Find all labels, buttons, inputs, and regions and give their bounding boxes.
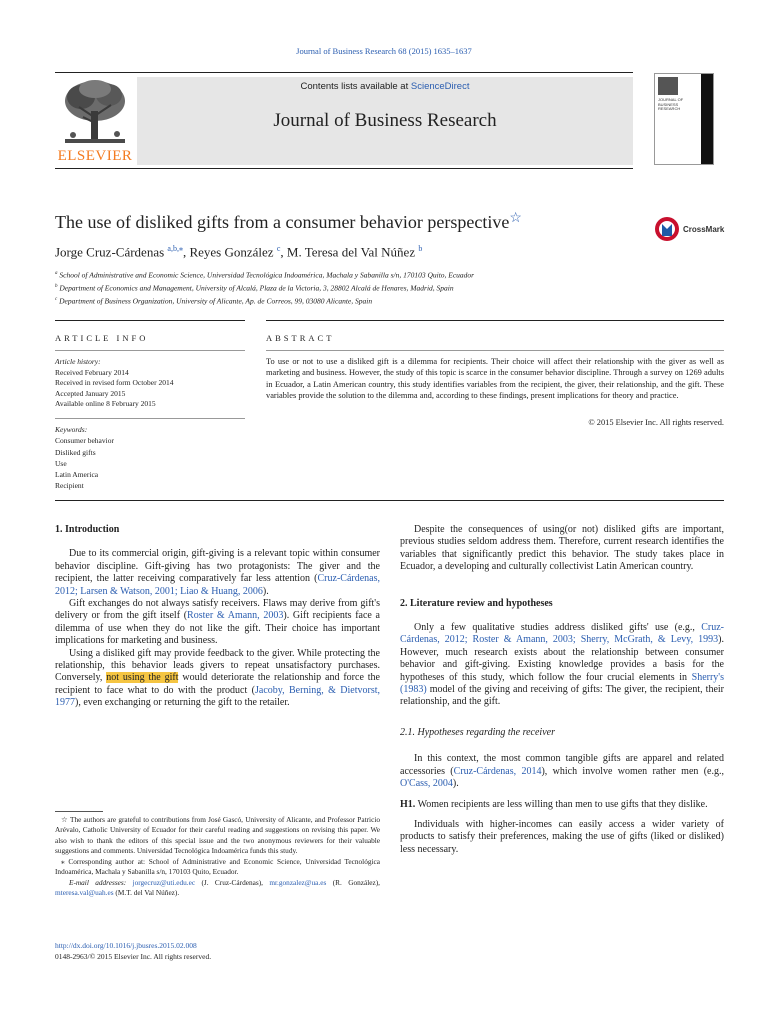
article-info-heading: ARTICLE INFO — [55, 333, 149, 343]
history-item: Accepted January 2015 — [55, 388, 126, 398]
author-name: M. Teresa del Val Núñez — [286, 244, 419, 260]
hypothesis-label: H1. — [400, 798, 416, 810]
elsevier-tree-logo — [55, 77, 133, 147]
crossmark-icon — [654, 216, 680, 242]
history-item: Received February 2014 — [55, 367, 129, 377]
highlighted-text[interactable]: not using the gift — [106, 672, 179, 684]
journal-reference[interactable]: Journal of Business Research 68 (2015) 1635–1637 — [296, 46, 472, 56]
abstract-rule — [266, 350, 724, 351]
email-owner: (M.T. del Val Núñez). — [113, 888, 180, 898]
paragraph-text: ), even exchanging or returning the gift to the retailer. — [75, 697, 290, 709]
doi-link[interactable]: http://dx.doi.org/10.1016/j.jbusres.2015.02.008 — [55, 941, 197, 950]
affiliation-marker: b — [55, 284, 58, 289]
keywords — [55, 424, 245, 492]
right-column — [400, 524, 724, 856]
affiliation-text: Department of Business Organization, University of Alicante, Ap. de Correos, 99, 03080 Alicante, Spain — [57, 296, 373, 306]
citation-link[interactable]: Roster & Amann, 2003 — [187, 610, 284, 622]
keywords-rule — [55, 418, 245, 419]
article-history — [55, 357, 245, 410]
affiliation-marker: c — [55, 297, 58, 302]
contents-line — [137, 81, 633, 92]
cover-spine — [701, 74, 713, 164]
abstract-top-rule — [266, 320, 724, 321]
header-top-rule — [55, 72, 633, 73]
doi-block — [55, 940, 380, 962]
history-item: Received in revised form October 2014 — [55, 378, 174, 387]
intro-paragraph-4: Despite the consequences of using(or not) disliked gifts are important, previous studies seldom address them. Therefore, current research identifies the variables that significantly predict this behavior. The study takes place in Ecuador, a developing and culturally collectivist Latin American country. — [400, 524, 724, 573]
section-heading-literature: 2. Literature review and hypotheses — [400, 597, 553, 609]
keywords-label: Keywords: — [55, 425, 88, 434]
citation-link[interactable]: Cruz-Cárdenas, 2012; Larsen & Watson, 2001; Liao & Huang, 2006 — [55, 573, 380, 597]
article-title-text: The use of disliked gifts from a consumer behavior perspective — [55, 212, 510, 232]
issn-copyright: 0148-2963/© 2015 Elsevier Inc. All rights reserved. — [55, 952, 212, 961]
author-affil-link[interactable]: b — [418, 244, 423, 253]
literature-paragraph-1 — [400, 622, 724, 709]
paragraph-text: ). Gift recipients face a dilemma of use when they do not like the gift. Their choice has important implications for marketing and business. — [55, 610, 380, 647]
keyword: Recipient — [55, 481, 84, 491]
paragraph-text: ). — [262, 585, 269, 597]
email-link[interactable]: mteresa.val@uah.es — [55, 888, 114, 898]
affiliations — [55, 268, 655, 307]
affiliation-marker: a — [55, 271, 58, 276]
affiliation-a — [55, 268, 655, 281]
hypothesis-text: Women recipients are less willing than men to use gifts that they dislike. — [415, 798, 708, 810]
paragraph-text: ), which involve women rather men (e.g., — [541, 765, 724, 777]
affiliation-b — [55, 281, 655, 294]
keyword: Use — [55, 458, 67, 468]
author-separator: , — [280, 244, 287, 260]
author-affil-link[interactable]: c — [276, 244, 281, 253]
paragraph-text: Gift exchanges do not always satisfy receivers. Flaws may derive from gift's delivery or from the gift itself ( — [55, 598, 380, 622]
article-info-rule — [55, 350, 245, 351]
citation-link[interactable]: Cruz-Cárdenas, 2012; Roster & Amann, 2003; Sherry, McGrath, & Levy, 1993 — [400, 622, 724, 646]
paragraph-text: would deteriorate the relationship and force the recipient to face what to do with the product ( — [55, 672, 380, 696]
journal-title: Journal of Business Research — [273, 110, 497, 131]
citation-link[interactable]: Jacoby, Berning, & Dietvorst, 1977 — [55, 684, 380, 709]
sciencedirect-link[interactable]: ScienceDirect — [410, 81, 470, 92]
paragraph-text: Due to its commercial origin, gift-giving is a relevant topic within consumer behavior discipline. Gift-giving has two protagonists: The giver and the recipient, the latter receiving comparatively far less attention ( — [55, 548, 380, 585]
paragraph-text: ). However, much research exists about the relationship between consumer behavior and gift-giving. Existing knowledge provides a basis for the hypotheses of this study, which follow the four crucial elements in — [400, 634, 724, 683]
keyword: Disliked gifts — [55, 447, 96, 457]
footnote-marker: ⁎ — [61, 857, 65, 867]
author-name: Jorge Cruz-Cárdenas — [55, 244, 168, 260]
citation-link[interactable]: Sherry's (1983) — [400, 671, 724, 696]
section-heading-introduction: 1. Introduction — [55, 524, 120, 535]
intro-paragraph-1 — [55, 548, 380, 598]
hypothesis-h1 — [400, 799, 724, 811]
history-item: Available online 8 February 2015 — [55, 399, 156, 408]
footnote-marker: ☆ — [61, 815, 68, 824]
header-bottom-rule — [55, 168, 633, 169]
affiliation-c — [55, 294, 655, 307]
abstract-copyright: © 2015 Elsevier Inc. All rights reserved. — [588, 418, 724, 427]
footnote-corresponding — [55, 857, 380, 878]
footnote-emails — [55, 878, 380, 899]
article-title — [55, 210, 635, 233]
citation-link[interactable]: Cruz-Cárdenas, 2014 — [453, 765, 542, 777]
author-separator: , — [182, 244, 190, 260]
keyword: Consumer behavior — [55, 436, 114, 446]
title-footnote-star[interactable]: ☆ — [509, 211, 522, 226]
subsection-heading-receiver: 2.1. Hypotheses regarding the receiver — [400, 726, 555, 738]
left-column — [55, 524, 380, 710]
paragraph-text: In this context, the most common tangible gifts are apparel and related accessories ( — [400, 753, 724, 777]
contents-prefix: Contents lists available at — [300, 81, 411, 92]
author-affil-link[interactable]: a,b,⁎ — [167, 244, 183, 253]
cover-image — [658, 77, 678, 95]
footnote-text: Corresponding author at: School of Administrative and Economic Science, Universidad Tecnológica Indoamérica, Machala y Sabanilla s/n, 170103 Quito, Ecuador. — [55, 857, 380, 877]
email-link[interactable]: jorgecruz@uti.edu.ec — [132, 877, 196, 887]
footnote-text: The authors are grateful to contributions from José Gascó, University of Alicante, and Professor Patricio Arévalo, Catholic University of Ecuador for their careful reading and suggestions on revising this paper. We also wish to thank the editors of this special issue and the two anonymous reviewers for their valuable suggestions and comments. Universidad Tecnológica Indoamérica funds this study. — [55, 815, 380, 855]
email-owner: (R. González), — [326, 877, 380, 887]
article-info-top-rule — [55, 320, 245, 321]
crossmark-label: CrossMark — [683, 225, 725, 234]
citation-link[interactable]: O'Cass, 2004 — [400, 778, 453, 790]
footnote-acknowledgement — [55, 815, 380, 856]
front-matter-bottom-rule — [55, 500, 724, 501]
paragraph-text: model of the giving and receiving of gifts: The giver, the recipient, their relationship, and the gift. — [400, 684, 724, 708]
affiliation-text: Department of Economics and Management, University of Alcalá, Plaza de la Victoria, 3, 28802 Alcalá de Henares, Madrid, Spain — [57, 283, 454, 293]
author-name: Reyes González — [189, 244, 277, 260]
email-owner: (J. Cruz-Cárdenas), — [195, 877, 270, 887]
journal-cover-thumbnail[interactable] — [654, 73, 714, 165]
paragraph-text: Only a few qualitative studies address disliked gifts' use (e.g., — [414, 622, 702, 634]
footnote-rule — [55, 811, 103, 812]
email-label: E-mail addresses: — [69, 877, 133, 887]
paragraph-text: Using a disliked gift may provide feedback to the giver. While protecting the relationship, this behavior leads givers to repeat unsatisfactory purchases. Conversely, — [55, 647, 380, 684]
email-link[interactable]: mr.gonzalez@ua.es — [269, 877, 327, 887]
cover-title: JOURNAL OF BUSINESS RESEARCH — [658, 97, 684, 111]
receiver-paragraph-1 — [400, 753, 724, 790]
keyword: Latin America — [55, 470, 99, 480]
author-list — [55, 244, 655, 260]
elsevier-logo-text: ELSEVIER — [57, 148, 133, 164]
history-label: Article history: — [55, 357, 101, 366]
intro-paragraph-2 — [55, 598, 380, 648]
intro-paragraph-3 — [55, 648, 380, 710]
affiliation-text: School of Administrative and Economic Science, Universidad Tecnológica Indoamérica, Machala y Sabanilla s/n, 170103 Quito, Ecuador — [57, 270, 475, 280]
receiver-paragraph-2: Individuals with higher-incomes can easily access a wider variety of products to satisfy their preferences, making the use of gifts (liked or disliked) less necessary. — [400, 818, 724, 855]
abstract-heading: ABSTRACT — [266, 333, 335, 343]
abstract-text: To use or not to use a disliked gift is a dilemma for recipients. Their choice will affect their relationship with the giver as well as marketing and business. However, the study of this topic is scarce in the consumer behavior discipline. Through a survey on 1269 adults in Ecuador, a Latin American country, this study identifies variables from the recipient, the giver, their relationship, and the gift. These variables provide the solution to the dilemma and, according to these findings, present implications for theory and practice. — [266, 357, 724, 401]
paragraph-text: ). — [452, 778, 459, 790]
crossmark-badge[interactable] — [654, 216, 734, 246]
footnotes — [55, 815, 380, 898]
